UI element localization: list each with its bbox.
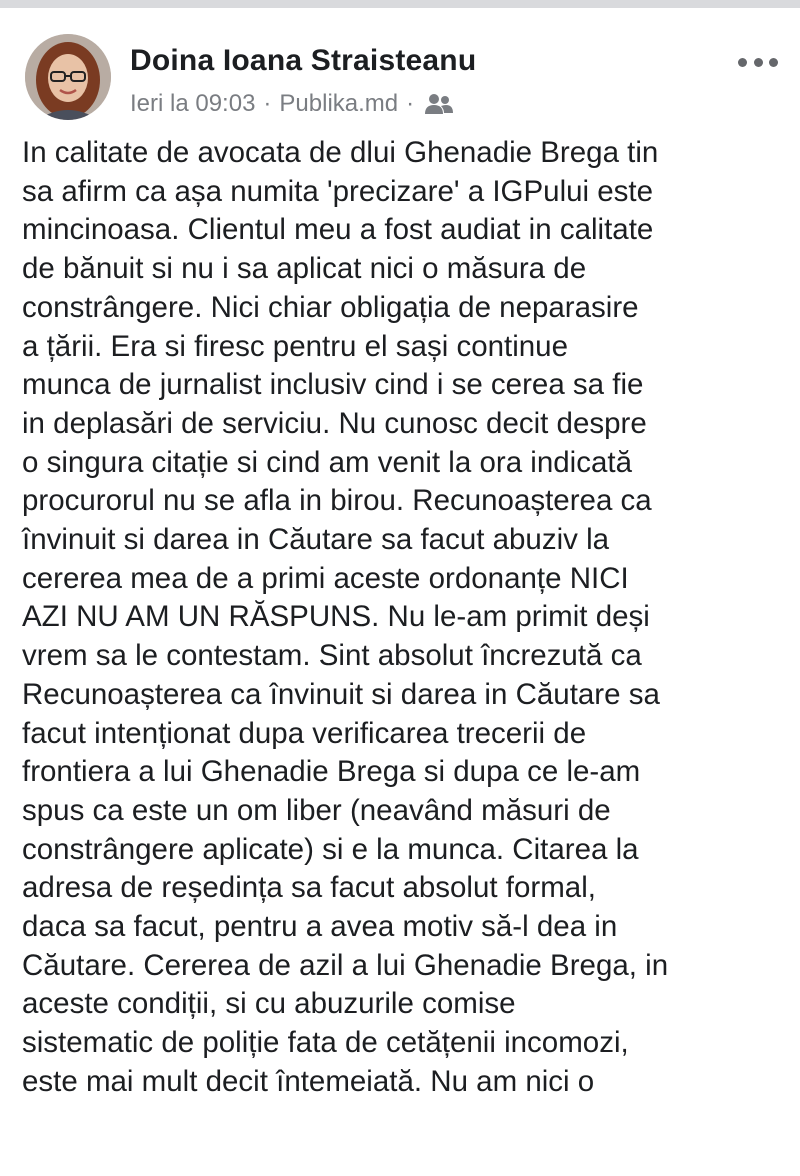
meta-separator: · bbox=[406, 90, 415, 117]
post-text-line: munca de jurnalist inclusiv cind i se cerea sa fie bbox=[22, 368, 644, 402]
post-text-line: a țării. Era si firesc pentru el sași continue bbox=[22, 329, 568, 363]
more-options-icon[interactable] bbox=[738, 52, 778, 72]
more-dot bbox=[738, 58, 747, 67]
post-text-line: Recunoașterea ca învinuit si darea in Căutare sa bbox=[22, 677, 660, 711]
post-body bbox=[22, 134, 792, 1102]
post-text-line: vrem sa le contestam. Sint absolut încrezută ca bbox=[22, 639, 642, 673]
post-text-line: mincinoasa. Clientul meu a fost audiat in calitate bbox=[22, 213, 654, 247]
avatar-image bbox=[25, 34, 111, 120]
post-text-line: învinuit si darea in Căutare sa facut abuziv la bbox=[22, 523, 610, 557]
friends-icon[interactable] bbox=[424, 92, 454, 116]
post-text-line: AZI NU AM UN RĂSPUNS. Nu le-am primit deși bbox=[22, 600, 650, 634]
post-text-line: frontiera a lui Ghenadie Brega si dupa ce le-am bbox=[22, 755, 641, 789]
post-text-line: in deplasări de serviciu. Nu cunosc decit despre bbox=[22, 406, 647, 440]
post-text-line: constrângere. Nici chiar obligația de neparasire bbox=[22, 290, 639, 324]
post-text-line: cererea mea de a primi aceste ordonanțe NICI bbox=[22, 561, 629, 595]
top-divider bbox=[0, 0, 800, 8]
post-text-line: este mai mult decit întemeiată. Nu am nici o bbox=[22, 1064, 595, 1098]
post-text-line: o singura citație si cind am venit la ora indicată bbox=[22, 445, 632, 479]
post-text-line: adresa de reședința sa facut absolut formal, bbox=[22, 871, 596, 905]
post-text-line: In calitate de avocata de dlui Ghenadie Brega tin bbox=[22, 136, 659, 169]
post-text-line: daca sa facut, pentru a avea motiv să-l dea in bbox=[22, 910, 618, 944]
post-text-line: facut intenționat dupa verificarea trecerii de bbox=[22, 716, 587, 750]
post-text-line: aceste condiții, si cu abuzurile comise bbox=[22, 987, 516, 1021]
post-timestamp[interactable]: Ieri la 09:03 bbox=[130, 90, 256, 117]
post-meta bbox=[130, 90, 454, 118]
post-text-line: procurorul nu se afla in birou. Recunoașterea ca bbox=[22, 484, 652, 518]
post-text-line: spus ca este un om liber (neavând măsuri de bbox=[22, 793, 611, 827]
post-text-line: Căutare. Cererea de azil a lui Ghenadie Brega, in bbox=[22, 948, 669, 982]
post-source[interactable]: Publika.md bbox=[279, 90, 399, 117]
post-text-line: sistematic de poliție fata de cetățenii incomozi, bbox=[22, 1026, 629, 1060]
more-dot bbox=[754, 58, 763, 67]
author-name[interactable]: Doina Ioana Straisteanu bbox=[130, 44, 477, 77]
avatar[interactable] bbox=[25, 34, 111, 120]
facebook-post bbox=[0, 8, 800, 1176]
more-dot bbox=[769, 58, 778, 67]
meta-separator: · bbox=[263, 90, 272, 117]
post-text-line: sa afirm ca așa numita 'precizare' a IGPului este bbox=[22, 174, 654, 208]
post-text-line: de bănuit si nu i sa aplicat nici o măsura de bbox=[22, 252, 587, 286]
post-text-line: constrângere aplicate) si e la munca. Citarea la bbox=[22, 832, 639, 866]
